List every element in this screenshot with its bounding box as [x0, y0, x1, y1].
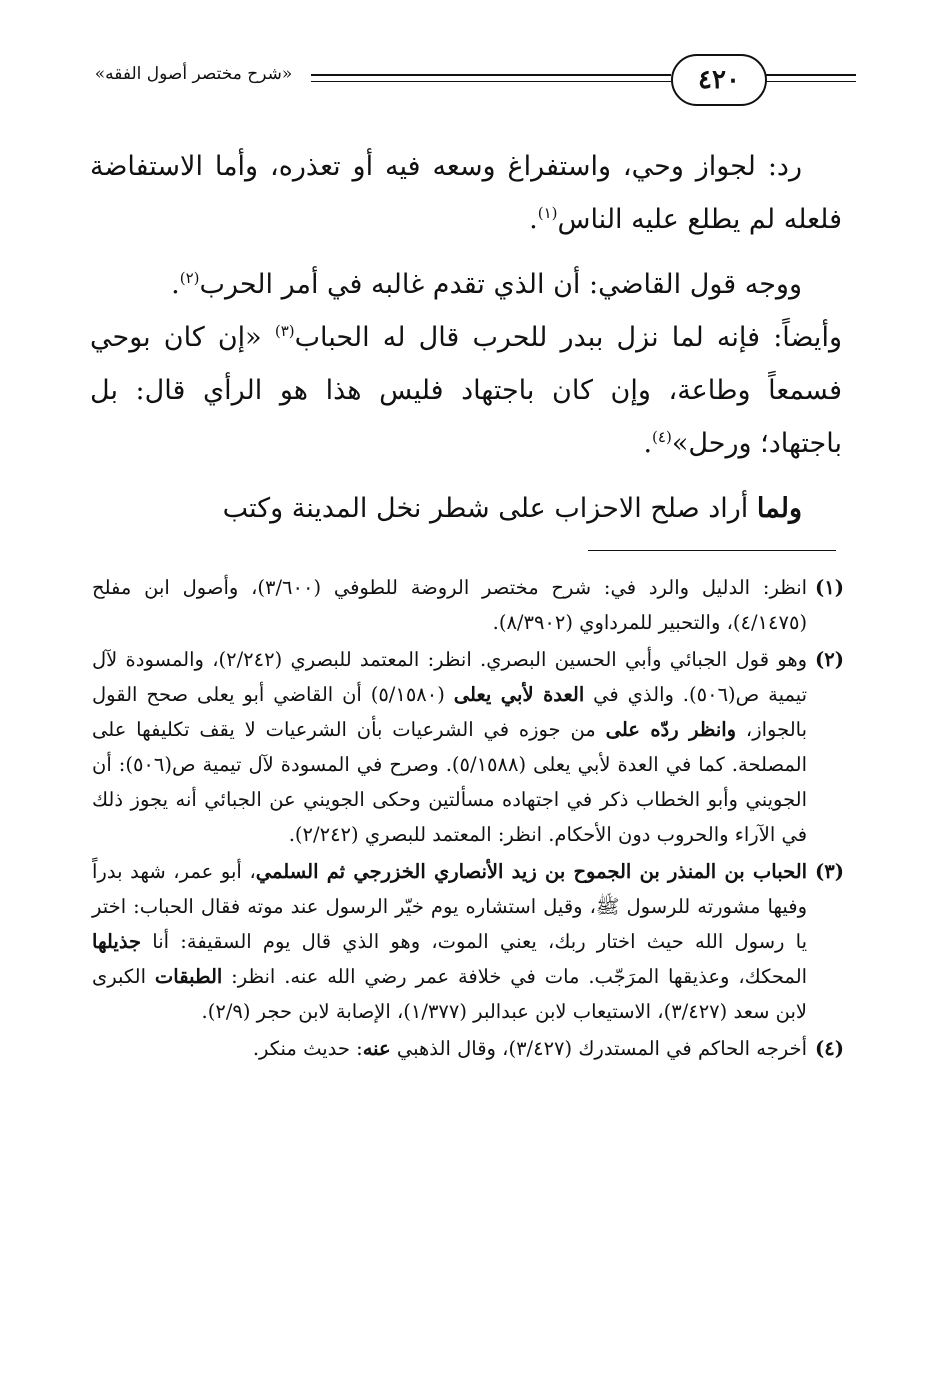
- text-run: : حديث منكر.: [252, 1037, 363, 1060]
- footnote-text: انظر: الدليل والرد في: شرح مختصر الروضة للطوفي (٣/٦٠٠)، وأصول ابن مفلح (٤/١٤٧٥)، والتحبير للمرداوي (٨/٣٩٠٢).: [92, 576, 808, 634]
- text-run: من جوزه في الشرعيات بأن الشرعيات لا يقف تكليفها على المصلحة. كما في العدة لأبي يعلى (٥/١٥٨٨). وصرح في المسودة لآل تيمية ص(٥٠٦): أن الجويني وأبو الخطاب ذكر في اجتهاده مسألتين وحكى الجويني عن الجبائي أنه يجوز ذلك في الآراء والحروب دون الأحكام. انظر: المعتمد للبصري (٢/٢٤٢).: [92, 718, 808, 846]
- footnote-1: [92, 570, 844, 640]
- footnote-4: [92, 1031, 844, 1066]
- page-header: [86, 52, 856, 108]
- text-run: ووجه قول القاضي: أن الذي تقدم غالبه في أمر الحرب: [199, 269, 802, 300]
- text-run: وهو قول الجبائي وأبي الحسين البصري. انظر: المعتمد للبصري (٢/٢٤٢)، والمسودة لآل تيمية ص(٥٠٦). والذي في: [92, 648, 808, 706]
- text-run: الكبرى لابن سعد (٣/٤٢٧)، الاستيعاب لابن عبدالبر (١/٣٧٧)، الإصابة لابن حجر (٢/٩).: [92, 965, 808, 1023]
- footnote-number: (٢): [815, 648, 844, 671]
- footnote-number: (١): [815, 576, 844, 599]
- header-rule: [763, 74, 856, 76]
- header-rule: [311, 74, 671, 76]
- text-run: (٥/١٥٨٠) أن القاضي أبو يعلى صحح القول بالجواز،: [92, 683, 808, 741]
- bold-run: الحباب بن المنذر بن الجموح بن زيد الأنصاري الخزرجي ثم السلمي: [255, 860, 808, 883]
- footnotes: [92, 570, 844, 1068]
- text-run: وأيضاً: فإنه لما نزل ببدر للحرب قال له الحباب: [294, 322, 842, 353]
- text-run: .: [171, 269, 180, 300]
- bold-run: عنه: [362, 1037, 391, 1060]
- footnote-text: [92, 854, 807, 1029]
- footnote-separator: [588, 550, 836, 551]
- text-run: .: [529, 204, 538, 235]
- bold-run: وانظر ردّه على: [605, 718, 737, 741]
- main-paragraph: [90, 482, 842, 535]
- bold-run: العدة لأبي يعلى: [453, 683, 585, 706]
- footnote-text: [92, 642, 807, 852]
- bold-run: الطبقات: [154, 965, 223, 988]
- page-number: ٤٢٠: [671, 54, 767, 106]
- text-run: ، أبو عمر، شهد بدراً وفيها مشورته للرسول ﷺ، وقيل استشاره يوم خيّر الرسول عند موته فقال الحباب: اختر يا رسول الله حيث اختار ربك، يعني الموت، وهو الذي قال يوم السقيفة: أنا: [92, 860, 808, 953]
- main-paragraph: [90, 258, 842, 470]
- header-rule: [311, 81, 671, 82]
- footnote-ref: (١): [537, 204, 558, 222]
- main-paragraph: [90, 140, 842, 246]
- text-run: المحكك، وعذيقها المرَجّب. مات في خلافة عمر رضي الله عنه. انظر:: [222, 965, 808, 988]
- footnote-ref: (٣): [274, 322, 295, 340]
- text-run: أراد صلح الاحزاب على شطر نخل المدينة وكتب: [222, 493, 757, 524]
- text-run: .: [643, 428, 653, 459]
- main-text: [90, 140, 842, 535]
- text-run: رد: لجواز وحي، واستفراغ وسعه فيه أو تعذره، وأما الاستفاضة فلعله لم يطلع عليه الناس: [90, 151, 842, 235]
- footnote-text: [92, 1031, 807, 1066]
- footnote-3: [92, 854, 844, 1029]
- footnote-ref: (٢): [179, 269, 200, 287]
- text-run: أخرجه الحاكم في المستدرك (٣/٤٢٧)، وقال الذهبي: [390, 1037, 808, 1060]
- lead-word: ولما: [756, 493, 802, 524]
- footnote-ref: (٤): [652, 428, 672, 446]
- header-rule: [763, 81, 856, 82]
- quote-text: «إن كان بوحي فسمعاً وطاعة، وإن كان باجتهاد فليس هذا هو الرأي قال: بل باجتهاد؛ ورحل»: [90, 322, 842, 459]
- footnote-number: (٤): [815, 1037, 844, 1060]
- footnote-number: (٣): [815, 860, 844, 883]
- bold-run: جذيلها: [92, 930, 142, 953]
- running-title: «شرح مختصر أصول الفقه»: [94, 64, 293, 84]
- footnote-2: [92, 642, 844, 852]
